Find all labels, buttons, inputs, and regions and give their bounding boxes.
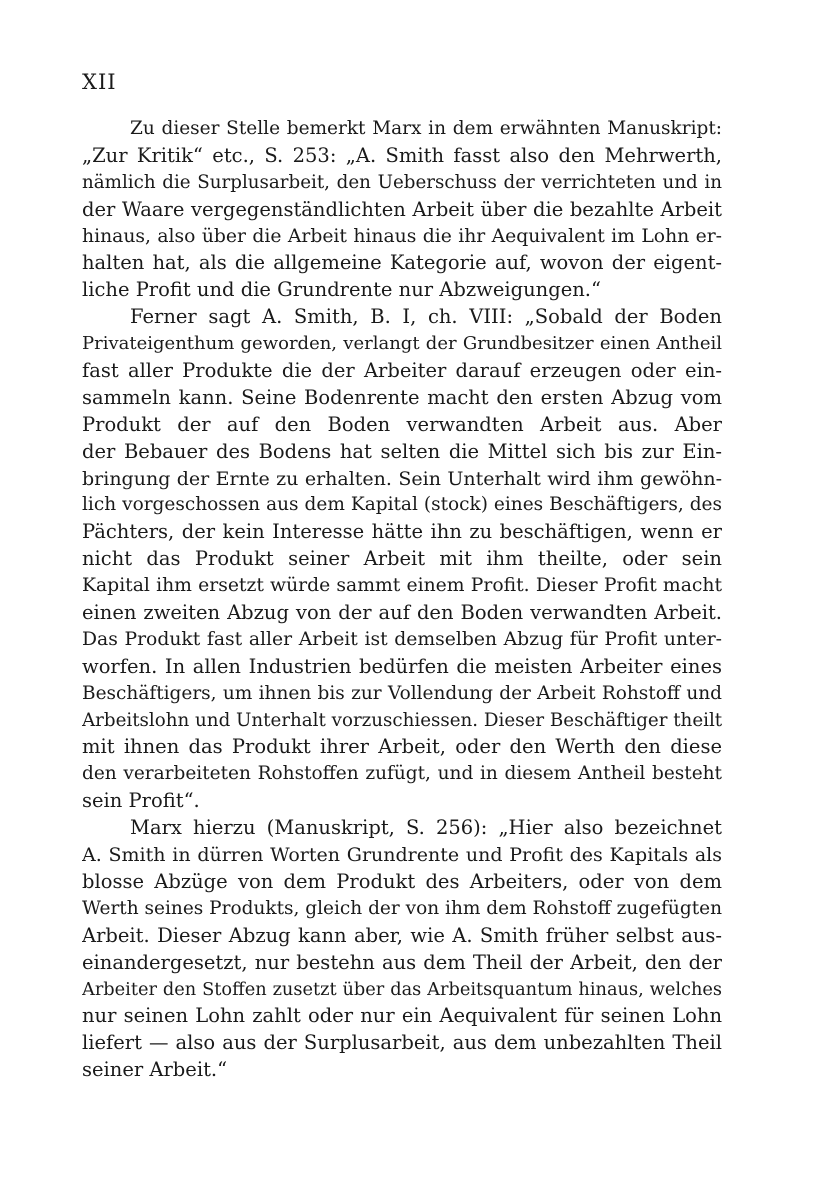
text-line: mit ihnen das Produkt ihrer Arbeit, oder den Werth den diese [82, 735, 722, 759]
text-line: einen zweiten Abzug von der auf den Boden verwandten Arbeit. [82, 601, 722, 625]
text-line: seiner Arbeit.“ [82, 1058, 228, 1082]
body-text [82, 116, 722, 1084]
text-line: sammeln kann. Seine Bodenrente macht den ersten Abzug vom [82, 385, 722, 409]
text-line: den verarbeiteten Rohstoffen zufügt, und in diesem Antheil besteht [82, 763, 722, 785]
text-line: Werth seines Produkts, gleich der von ihm dem Rohstoff zugefügten [82, 897, 722, 919]
text-line: der Waare vergegenständlichten Arbeit über die bezahlte Arbeit [82, 197, 722, 221]
text-line: Beschäftigers, um ihnen bis zur Vollendung der Arbeit Rohstoff und [82, 682, 722, 704]
text-line: hinaus, also über die Arbeit hinaus die ihr Aequivalent im Lohn er- [82, 225, 722, 247]
text-line: lich vorgeschossen aus dem Kapital (stock) eines Beschäftigers, des [82, 494, 722, 516]
text-line: Ferner sagt A. Smith, B. I, ch. VIII: „Sobald der Boden [130, 305, 722, 329]
text-line: Produkt der auf den Boden verwandten Arbeit aus. Aber [82, 412, 722, 436]
text-line: der Bebauer des Bodens hat selten die Mittel sich bis zur Ein- [82, 439, 722, 463]
page-number: XII [82, 70, 117, 94]
text-line: Marx hierzu (Manuskript, S. 256): „Hier also bezeichnet [130, 816, 722, 840]
text-line: liche Profit und die Grundrente nur Abzweigungen.“ [82, 278, 601, 302]
text-line: Arbeit. Dieser Abzug kann aber, wie A. Smith früher selbst aus- [82, 923, 722, 947]
text-line: Kapital ihm ersetzt würde sammt einem Profit. Dieser Profit macht [82, 575, 722, 597]
text-line: A. Smith in dürren Worten Grundrente und Profit des Kapitals als [82, 844, 722, 867]
text-line: nicht das Produkt seiner Arbeit mit ihm theilte, oder sein [82, 547, 722, 571]
text-line: einandergesetzt, nur bestehn aus dem Theil der Arbeit, den der [82, 950, 722, 974]
text-line: Privateigenthum geworden, verlangt der Grundbesitzer einen Antheil [82, 333, 722, 355]
text-line: „Zur Kritik“ etc., S. 253: „A. Smith fasst also den Mehrwerth, [82, 143, 722, 167]
text-line: bringung der Ernte zu erhalten. Sein Unterhalt wird ihm gewöhn- [82, 467, 722, 490]
text-line: sein Profit“. [82, 789, 200, 813]
text-line: Arbeiter den Stoffen zusetzt über das Arbeitsquantum hinaus, welches [82, 979, 722, 1000]
text-line: liefert — also aus der Surplusarbeit, aus dem unbezahlten Theil [82, 1031, 722, 1055]
text-line: Zu dieser Stelle bemerkt Marx in dem erwähnten Manuskript: [130, 118, 722, 139]
text-line: blosse Abzüge von dem Produkt des Arbeiters, oder von dem [82, 869, 722, 893]
text-line: Pächters, der kein Interesse hätte ihn zu beschäftigen, wenn er [82, 520, 722, 544]
text-line: nämlich die Surplusarbeit, den Ueberschuss der verrichteten und in [82, 171, 722, 193]
text-line: halten hat, als die allgemeine Kategorie auf, wovon der eigent- [82, 251, 722, 275]
text-line: fast aller Produkte die der Arbeiter darauf erzeugen oder ein- [82, 359, 722, 383]
text-line: Arbeitslohn und Unterhalt vorzuschiessen. Dieser Beschäftiger theilt [82, 709, 722, 731]
text-line: Das Produkt fast aller Arbeit ist demselben Abzug für Profit unter- [82, 628, 722, 650]
text-line: nur seinen Lohn zahlt oder nur ein Aequivalent für seinen Lohn [82, 1004, 722, 1028]
text-line: worfen. In allen Industrien bedürfen die meisten Arbeiter eines [82, 654, 722, 678]
